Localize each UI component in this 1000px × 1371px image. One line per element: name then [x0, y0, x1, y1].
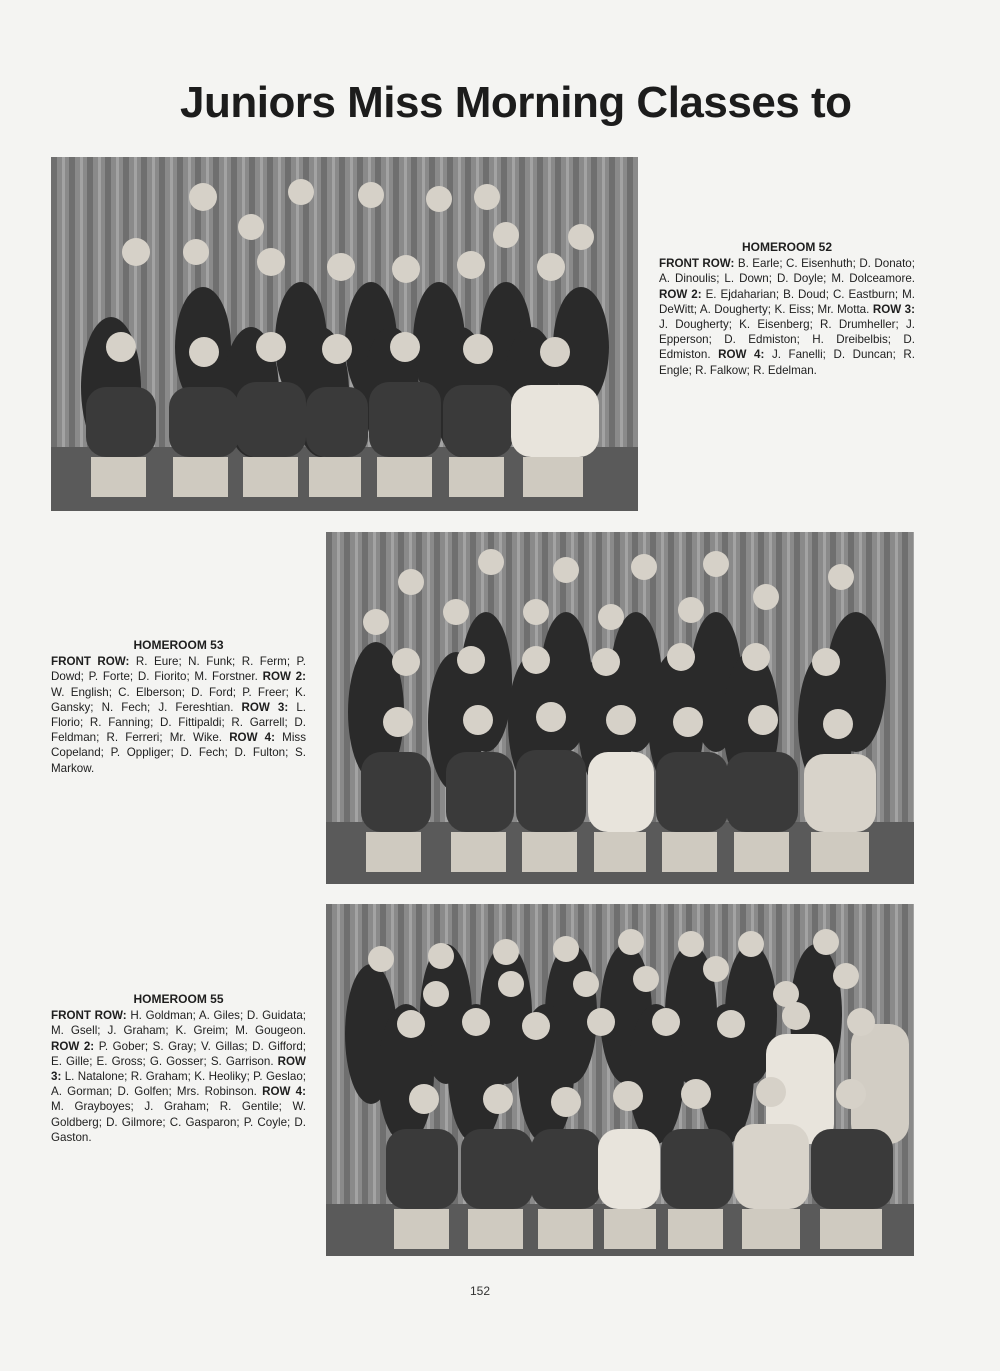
homeroom-55-photo [326, 904, 914, 1256]
row-names: L. Florio; R. Fanning; D. Fittipaldi; R. Garrell; D. Feldman; R. Ferreri; Mr. Wike. [51, 700, 306, 745]
homeroom-53-caption [51, 638, 306, 776]
class-photo-image [326, 904, 914, 1256]
homeroom-55-caption [51, 992, 306, 1145]
row-names: H. Goldman; A. Giles; D. Guidata; M. Gsell; J. Graham; K. Greim; M. Gougeon. [51, 1009, 306, 1038]
row-label: FRONT ROW: [51, 1009, 127, 1023]
row-label: ROW 4: [718, 348, 765, 362]
row-names: E. Ejdaharian; B. Doud; C. Eastburn; M. DeWitt; A. Dougherty; K. Eiss; Mr. Motta. [659, 287, 915, 316]
row-label: FRONT ROW: [659, 257, 735, 271]
row-names: J. Fanelli; D. Duncan; R. Engle; R. Falkow; R. Edelman. [659, 348, 915, 377]
row-names: L. Natalone; R. Graham; K. Heoliky; P. Geslao; A. Gorman; D. Golfen; Mrs. Robinson. [51, 1070, 306, 1099]
row-label: ROW 4: [229, 731, 275, 745]
homeroom-52-photo [51, 157, 638, 511]
class-photo-image [326, 532, 914, 884]
page-number: 152 [469, 1284, 491, 1298]
row-label: ROW 3: [241, 700, 289, 714]
homeroom-heading: HOMEROOM 52 [741, 240, 832, 254]
row-label: FRONT ROW: [51, 655, 130, 669]
homeroom-heading: HOMEROOM 53 [133, 638, 224, 652]
row-names: P. Gober; S. Gray; V. Gillas; D. Gifford; E. Gille; E. Gross; G. Gosser; S. Garrison. [51, 1039, 306, 1068]
class-photo-image [51, 157, 638, 511]
homeroom-52-caption [659, 240, 915, 378]
row-names: W. English; C. Elberson; D. Ford; P. Freer; K. Gansky; N. Fech; J. Fereshtian. [51, 685, 306, 714]
row-label: ROW 3: [872, 302, 915, 316]
homeroom-heading: HOMEROOM 55 [133, 992, 224, 1006]
row-names: B. Earle; C. Eisenhuth; D. Donato; A. Dinoulis; L. Down; D. Doyle; M. Dolceamore. [659, 257, 915, 286]
row-label: ROW 4: [262, 1085, 306, 1099]
row-names: R. Eure; N. Funk; R. Ferm; P. Dowd; P. Forte; D. Fiorito; M. Forstner. [51, 655, 306, 684]
page-title: Juniors Miss Morning Classes to [180, 78, 852, 127]
row-label: ROW 2: [659, 287, 702, 301]
row-names: M. Grayboyes; J. Graham; R. Gentile; W. Goldberg; D. Gilmore; C. Gasparon; P. Coyle; D. Gaston. [51, 1100, 306, 1144]
row-names: J. Dougherty; K. Eisenberg; R. Drumheller; J. Epperson; D. Edmiston; H. Dreibelbis; D. Edmiston. [659, 318, 915, 362]
row-label: ROW 2: [262, 670, 306, 684]
row-names: Miss Copeland; P. Oppliger; D. Fech; D. Fulton; S. Markow. [51, 731, 306, 775]
row-label: ROW 3: [51, 1054, 306, 1084]
row-label: ROW 2: [51, 1039, 95, 1053]
homeroom-53-photo [326, 532, 914, 884]
